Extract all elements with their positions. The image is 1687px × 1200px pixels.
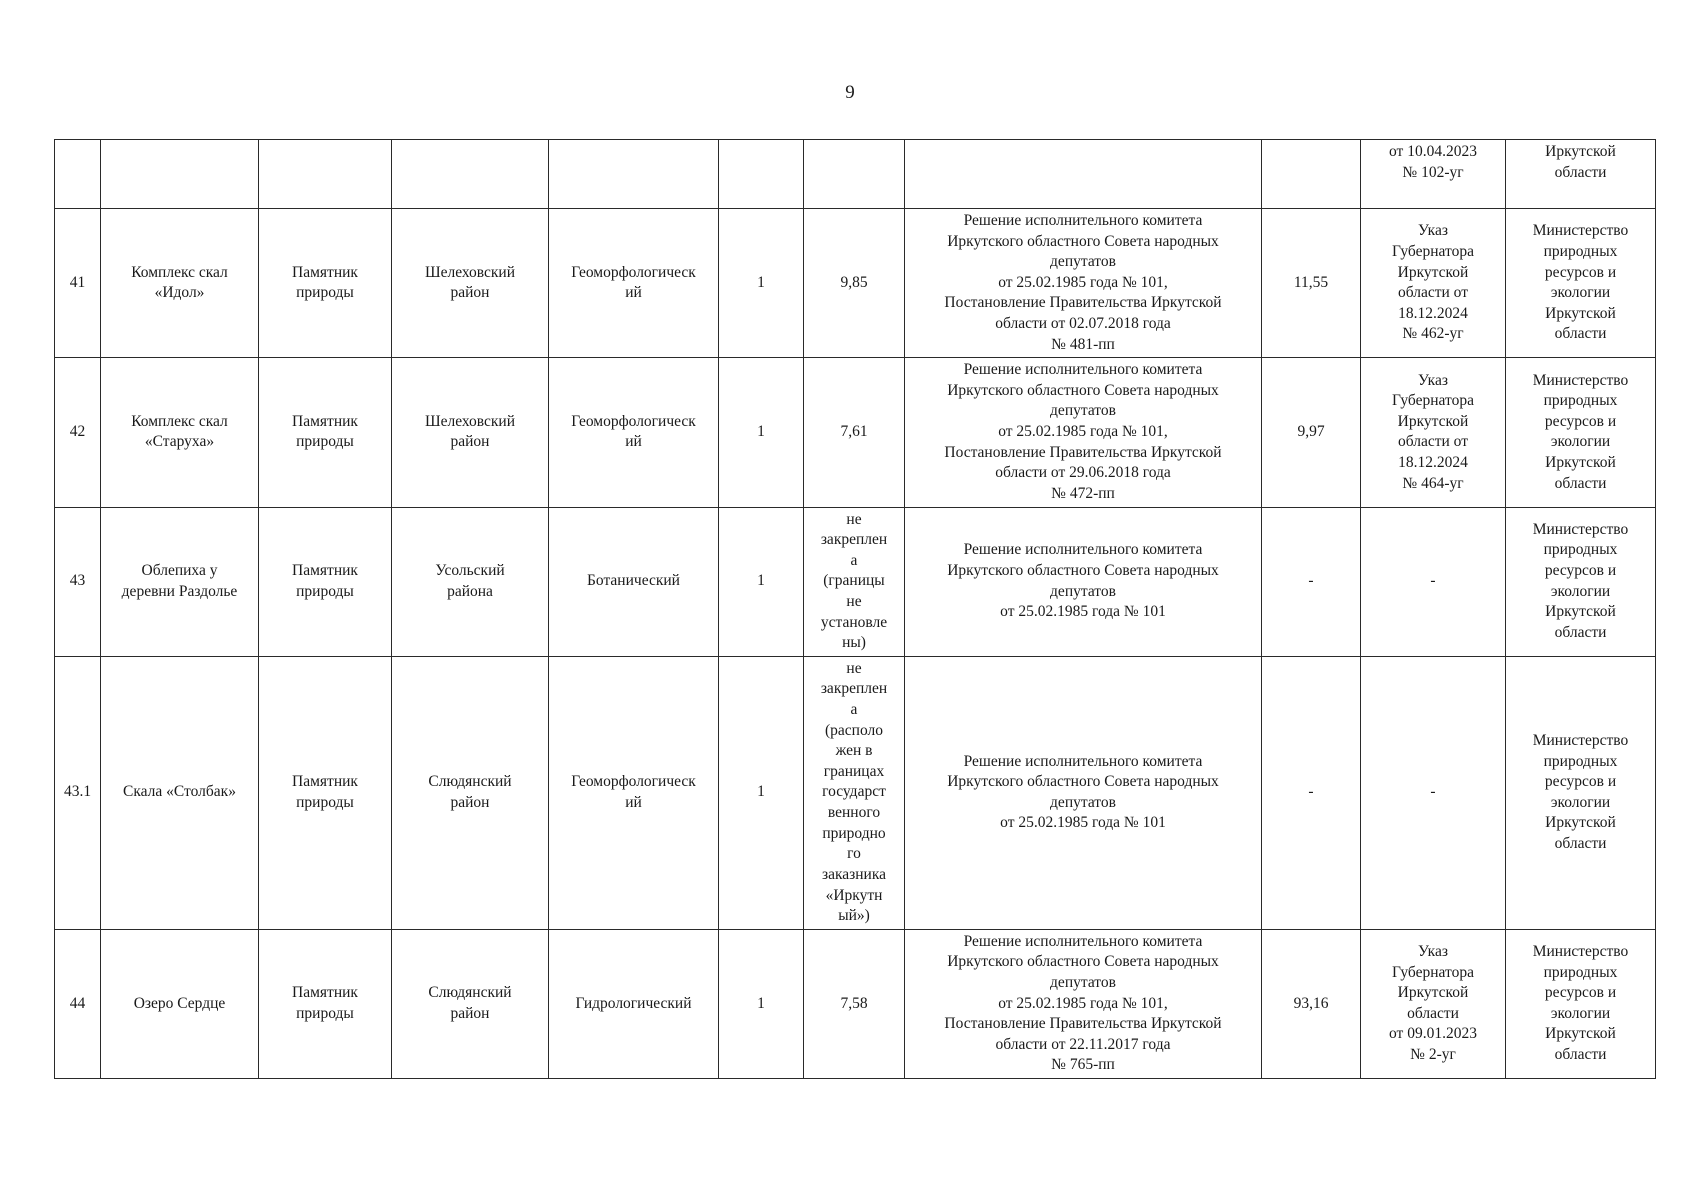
cell-name: Комплекс скал «Старуха» [101,358,259,507]
cell-district: Слюдянский район [392,656,549,929]
cell-num [55,140,101,209]
cell-zone-doc: Указ Губернатора Иркутской области от 09.01.2023 № 2-уг [1361,929,1506,1078]
cell-significance [719,140,804,209]
cell-establishment-doc: Решение исполнительного комитета Иркутского областного Совета народных депутатов от 25.02.1985 года № 101, Постановление Правительства Иркутской области от 02.07.2018 года № 481-пп [905,209,1262,358]
cell-area: 9,85 [804,209,905,358]
protected-areas-table [54,139,1656,1079]
cell-profile: Геоморфологическ ий [549,209,719,358]
cell-area [804,140,905,209]
cell-area: 7,58 [804,929,905,1078]
cell-zone-doc: Указ Губернатора Иркутской области от 18.12.2024 № 464-уг [1361,358,1506,507]
cell-authority: Министерство природных ресурсов и экологии Иркутской области [1506,929,1656,1078]
cell-authority: Министерство природных ресурсов и экологии Иркутской области [1506,656,1656,929]
cell-category [259,140,392,209]
cell-establishment-doc: Решение исполнительного комитета Иркутского областного Совета народных депутатов от 25.02.1985 года № 101 [905,656,1262,929]
cell-zone-doc: от 10.04.2023 № 102-уг [1361,140,1506,209]
cell-profile: Геоморфологическ ий [549,358,719,507]
cell-zone-area: 93,16 [1262,929,1361,1078]
cell-zone-doc: Указ Губернатора Иркутской области от 18.12.2024 № 462-уг [1361,209,1506,358]
cell-num: 43 [55,507,101,656]
cell-district: Усольский района [392,507,549,656]
cell-category: Памятник природы [259,358,392,507]
cell-category: Памятник природы [259,209,392,358]
cell-category: Памятник природы [259,929,392,1078]
cell-district: Шелеховский район [392,358,549,507]
cell-category: Памятник природы [259,507,392,656]
cell-name: Комплекс скал «Идол» [101,209,259,358]
cell-significance: 1 [719,929,804,1078]
cell-name: Облепиха у деревни Раздолье [101,507,259,656]
cell-zone-area: 11,55 [1262,209,1361,358]
cell-area: не закреплен а (границы не установле ны) [804,507,905,656]
cell-area: 7,61 [804,358,905,507]
cell-zone-area: 9,97 [1262,358,1361,507]
cell-establishment-doc: Решение исполнительного комитета Иркутского областного Совета народных депутатов от 25.02.1985 года № 101, Постановление Правительства Иркутской области от 22.11.2017 года № 765-пп [905,929,1262,1078]
cell-name: Озеро Сердце [101,929,259,1078]
cell-zone-doc: - [1361,656,1506,929]
cell-significance: 1 [719,209,804,358]
cell-establishment-doc [905,140,1262,209]
page-number: 9 [845,82,855,103]
cell-profile [549,140,719,209]
cell-area: не закреплен а (располо жен в границах государст венного природно го заказника «Иркутн ый») [804,656,905,929]
cell-profile: Геоморфологическ ий [549,656,719,929]
cell-establishment-doc: Решение исполнительного комитета Иркутского областного Совета народных депутатов от 25.02.1985 года № 101 [905,507,1262,656]
cell-authority: Министерство природных ресурсов и экологии Иркутской области [1506,507,1656,656]
cell-num: 43.1 [55,656,101,929]
cell-authority: Иркутской области [1506,140,1656,209]
cell-authority: Министерство природных ресурсов и экологии Иркутской области [1506,209,1656,358]
table-row [55,209,1656,358]
table-row [55,507,1656,656]
cell-zone-area: - [1262,507,1361,656]
cell-num: 44 [55,929,101,1078]
cell-district: Шелеховский район [392,209,549,358]
cell-name [101,140,259,209]
cell-significance: 1 [719,507,804,656]
table-row [55,358,1656,507]
table-row [55,656,1656,929]
cell-authority: Министерство природных ресурсов и экологии Иркутской области [1506,358,1656,507]
cell-significance: 1 [719,656,804,929]
cell-profile: Гидрологический [549,929,719,1078]
cell-establishment-doc: Решение исполнительного комитета Иркутского областного Совета народных депутатов от 25.02.1985 года № 101, Постановление Правительства Иркутской области от 29.06.2018 года № 472-пп [905,358,1262,507]
cell-district [392,140,549,209]
table-row-continuation [55,140,1656,209]
cell-district: Слюдянский район [392,929,549,1078]
cell-zone-area: - [1262,656,1361,929]
cell-name: Скала «Столбак» [101,656,259,929]
cell-zone-area [1262,140,1361,209]
cell-category: Памятник природы [259,656,392,929]
cell-significance: 1 [719,358,804,507]
cell-num: 41 [55,209,101,358]
cell-zone-doc: - [1361,507,1506,656]
cell-profile: Ботанический [549,507,719,656]
table-row [55,929,1656,1078]
cell-num: 42 [55,358,101,507]
